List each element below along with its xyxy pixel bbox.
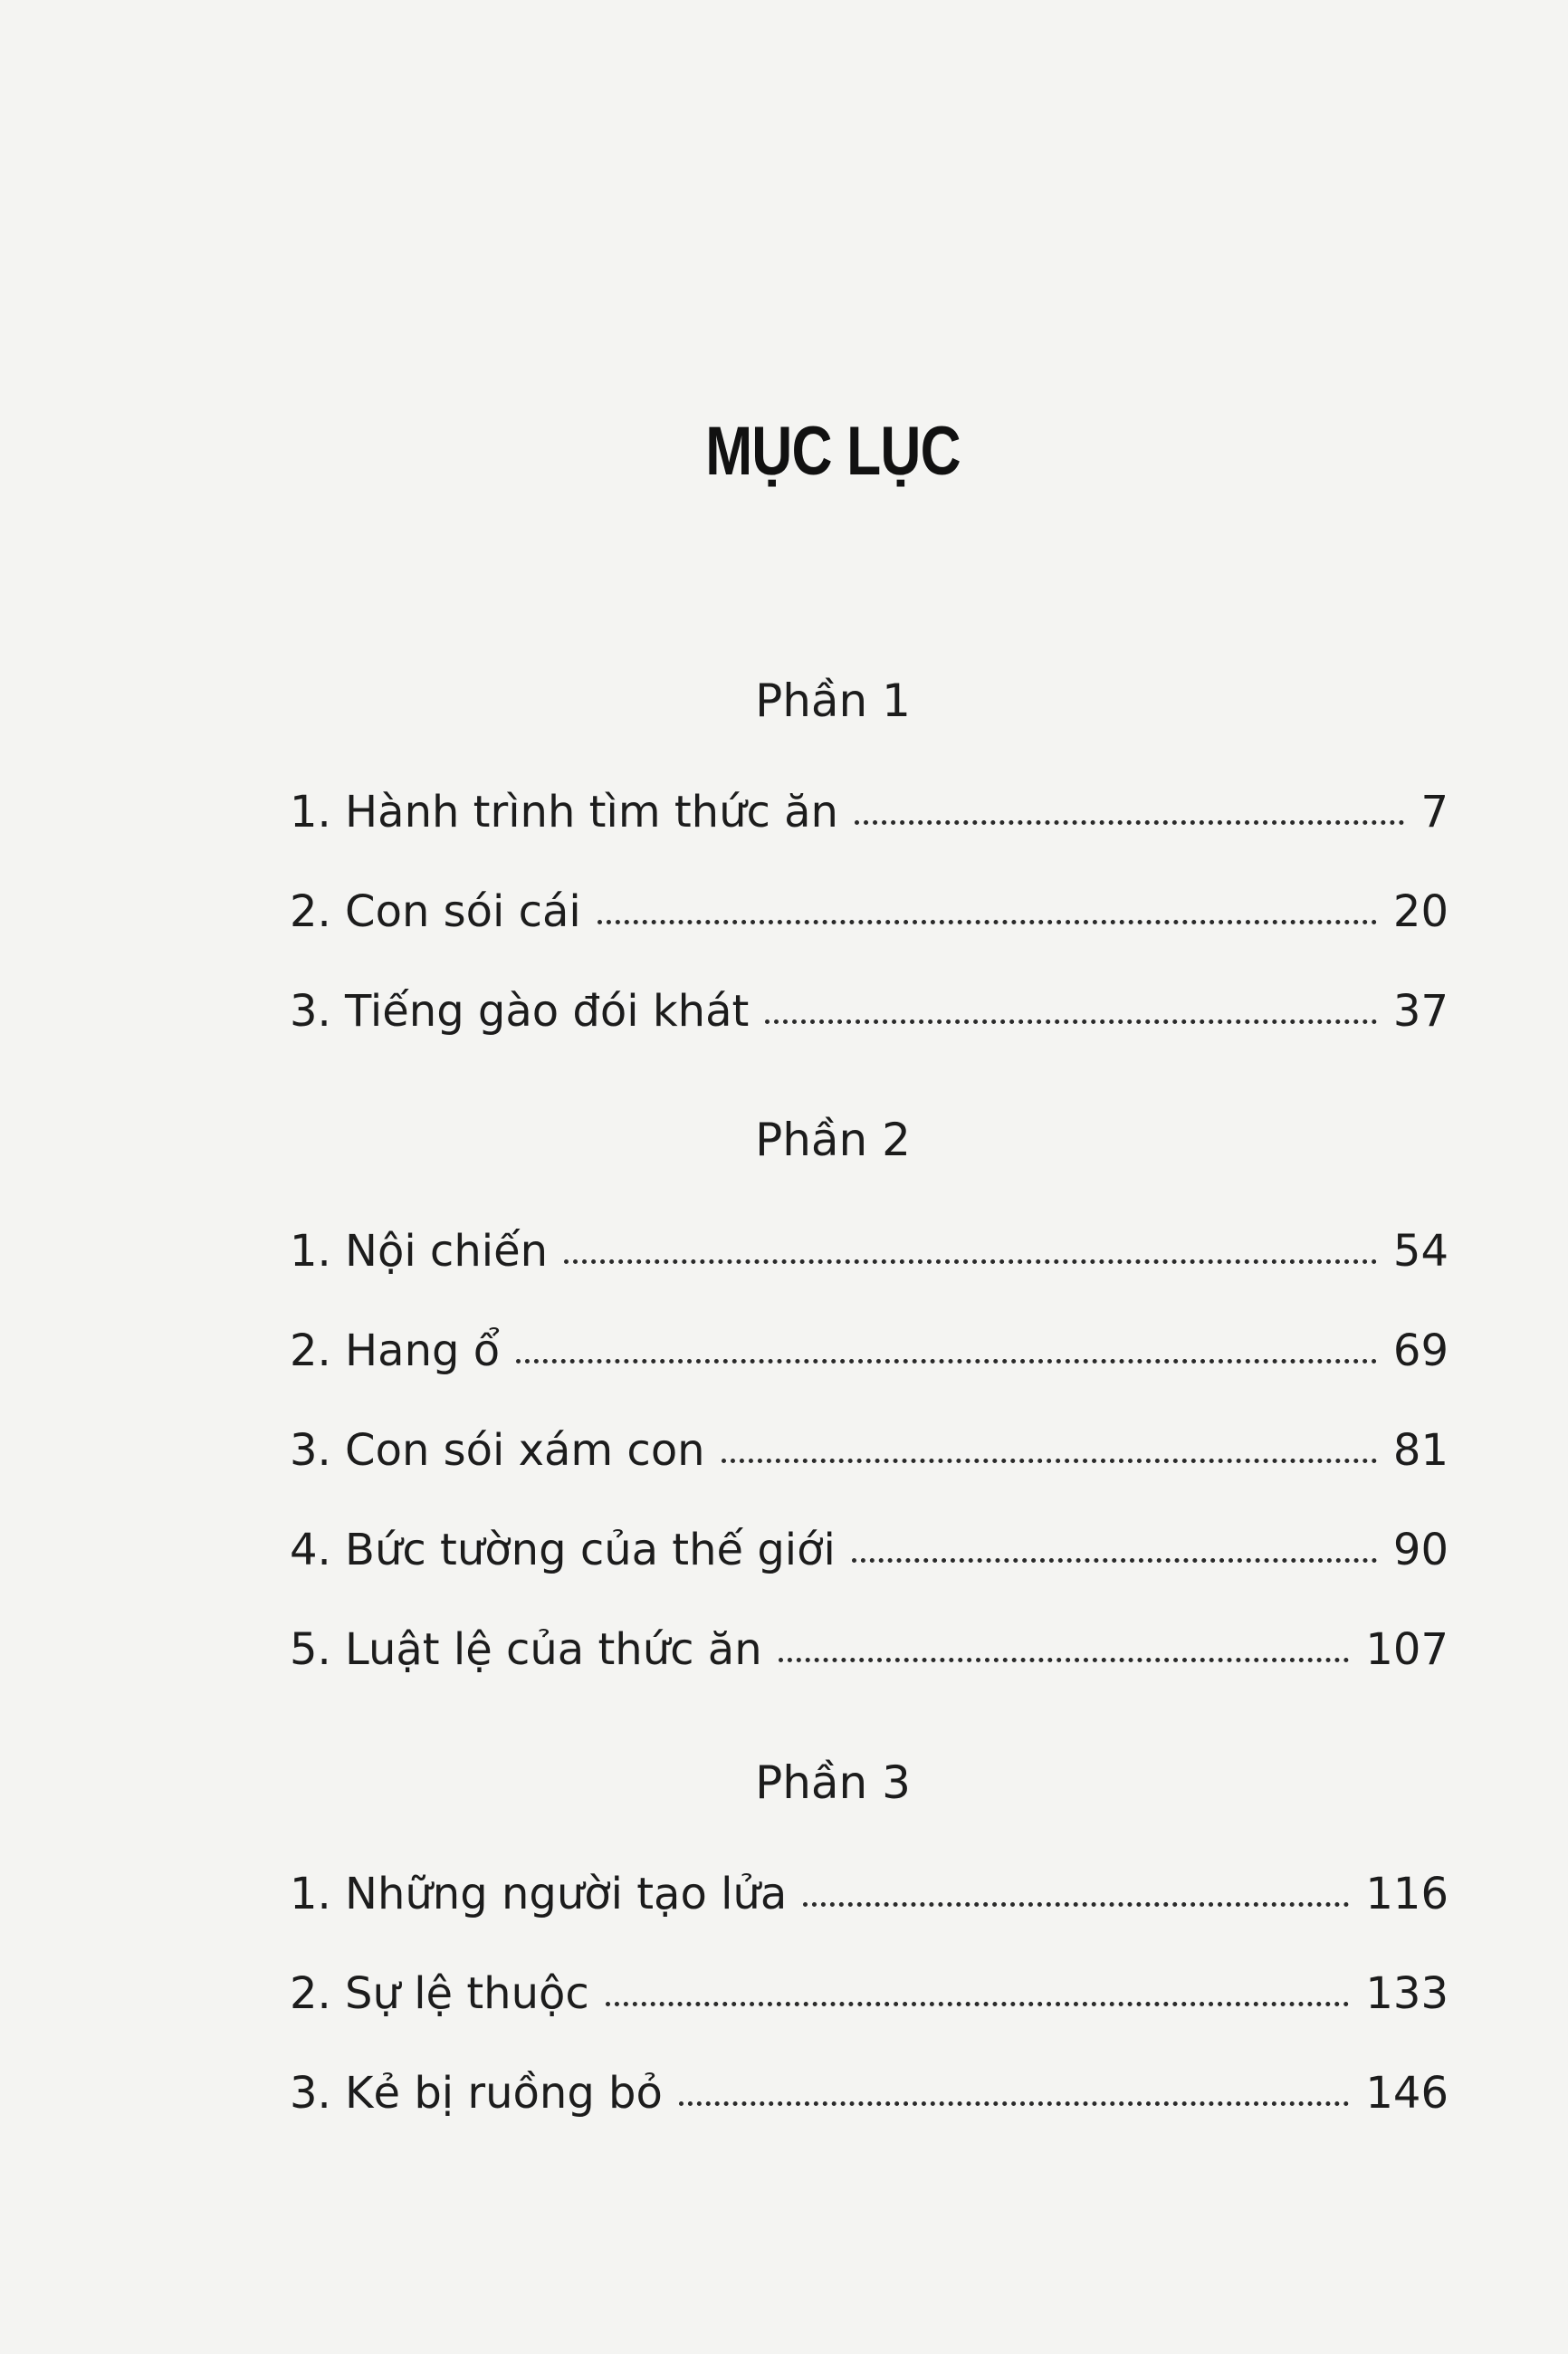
part-heading-1: Phần 1 [755,675,911,727]
part-heading-3: Phần 3 [755,1756,911,1809]
toc-entry-label: 2. Con sói cái [290,886,581,937]
page-title: MỤC LỤC [705,413,961,490]
dot-leader [852,1558,1377,1563]
toc-entry-page: 116 [1365,1869,1448,1919]
dot-leader [516,1359,1377,1364]
dot-leader [855,820,1404,825]
toc-entry[interactable] [290,1612,1448,1675]
dot-leader [606,2002,1350,2006]
toc-entry-page: 37 [1392,986,1448,1037]
dot-leader [679,2101,1349,2106]
dot-leader [598,920,1377,924]
dot-leader [803,1902,1349,1907]
toc-entry[interactable] [290,1856,1448,1919]
toc-entry-label: 2. Hang ổ [290,1325,501,1376]
toc-entry-label: 3. Con sói xám con [290,1425,705,1476]
toc-entry-page: 7 [1420,787,1448,837]
toc-entry-label: 4. Bức tường của thế giới [290,1525,836,1575]
toc-entry-page: 107 [1365,1624,1448,1675]
part-heading-2: Phần 2 [755,1114,911,1166]
toc-entry-label: 2. Sự lệ thuộc [290,1968,589,2019]
toc-entry-label: 1. Hành trình tìm thức ăn [290,787,838,837]
toc-entry[interactable] [290,874,1448,937]
toc-entry[interactable] [290,1313,1448,1376]
toc-entry-page: 20 [1392,886,1448,937]
toc-entry[interactable] [290,2055,1448,2119]
dot-leader [722,1459,1377,1463]
toc-entry-label: 3. Kẻ bị ruồng bỏ [290,2068,663,2119]
toc-entry-page: 54 [1392,1226,1448,1277]
toc-entry[interactable] [290,1956,1448,2019]
toc-entry[interactable] [290,973,1448,1037]
toc-entry[interactable] [290,1213,1448,1277]
dot-leader [564,1259,1377,1264]
toc-entry-page: 146 [1365,2068,1448,2119]
toc-entry-label: 1. Nội chiến [290,1226,549,1277]
toc-entry-page: 69 [1392,1325,1448,1376]
dot-leader [779,1658,1350,1662]
toc-entry[interactable] [290,774,1448,837]
toc-entry-label: 5. Luật lệ của thức ăn [290,1624,762,1675]
toc-entry-page: 81 [1392,1425,1448,1476]
dot-leader [765,1019,1377,1024]
toc-entry-label: 3. Tiếng gào đói khát [290,986,750,1037]
toc-entry[interactable] [290,1512,1448,1575]
toc-entry[interactable] [290,1412,1448,1476]
toc-entry-page: 133 [1365,1968,1448,2019]
toc-entry-label: 1. Những người tạo lửa [290,1869,788,1919]
toc-entry-page: 90 [1392,1525,1448,1575]
